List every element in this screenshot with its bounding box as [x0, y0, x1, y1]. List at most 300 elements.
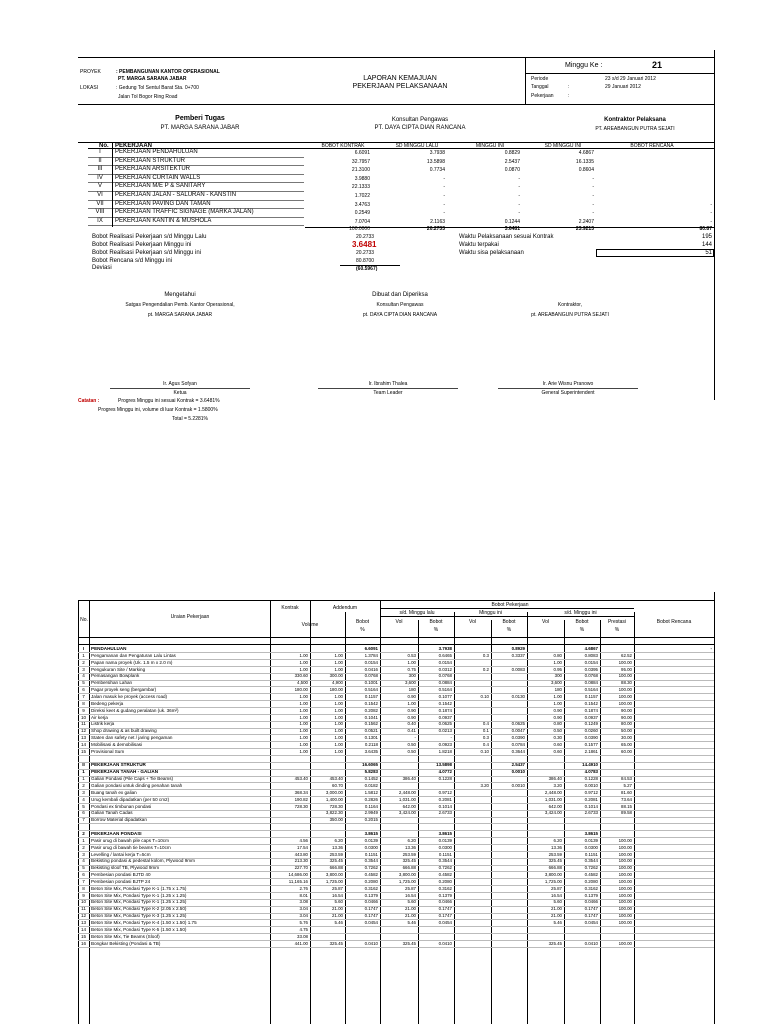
- detail-cell-sv: 3,800.00: [544, 872, 562, 878]
- detail-cell-kv: 453.40: [294, 776, 308, 782]
- detail-cell-ab: 1.3784: [364, 652, 378, 658]
- detail-cell-sb: 2.1861: [584, 748, 598, 754]
- detail-cell-sv: 5.60: [553, 899, 562, 905]
- detail-cell-sp: 100.00: [618, 844, 632, 850]
- detail-cell-sb: 0.2081: [584, 796, 598, 802]
- total-lalu: 20.2733: [426, 226, 445, 232]
- detail-cell-kv: 11,165.16: [288, 878, 308, 884]
- summary-cell-lalu: -: [443, 175, 445, 182]
- deviasi-label: Deviasi: [92, 265, 112, 271]
- detail-cell-iv: 0.2: [482, 666, 489, 672]
- detail-cell-iv: 0.10: [480, 693, 489, 699]
- detail-cell-av: 1,725.00: [325, 878, 343, 884]
- detail-cell-ab: 0.1747: [364, 906, 378, 912]
- detail-row-name: Levelling / lantai kerja T=5cm: [91, 851, 151, 857]
- detail-row-no: 11: [81, 906, 86, 912]
- detail-cell-av: 1.00: [334, 707, 343, 713]
- detail-row-name: Beton Site Mix, Pondasi Type K-1 (1.75 x 1.75): [91, 885, 187, 891]
- detail-cell-sb: 0.0768: [584, 673, 598, 679]
- detail-row-no: 5: [82, 803, 85, 809]
- detail-cell-av: 5.46: [334, 920, 343, 925]
- detail-cell-sp: 100.00: [618, 865, 632, 871]
- detail-cell-lv: 642.00: [402, 803, 416, 809]
- detail-cell-sb: 4.0783: [584, 769, 598, 775]
- detail-cell-sv: 0.50: [553, 728, 562, 734]
- detail-cell-ab: 0.7262: [364, 865, 378, 871]
- kontraktor-title: Kontraktor Pelaksana: [604, 117, 666, 123]
- detail-cell-sp: 50.00: [621, 728, 632, 734]
- tanggal-value: 29 Januari 2012: [605, 84, 641, 90]
- detail-row-name: Listrik kerja: [91, 721, 115, 727]
- detail-h-pct-add: %: [360, 627, 365, 633]
- summary-cell-ini: 0.1244: [504, 218, 520, 225]
- kontraktor-sign-label: Kontraktor,: [557, 302, 583, 308]
- detail-cell-lb: 0.3162: [438, 885, 452, 891]
- detail-cell-sp: 100.00: [618, 837, 632, 843]
- detail-row-no: 3: [82, 851, 85, 857]
- detail-cell-lb: 0.1228: [438, 776, 452, 782]
- detail-cell-ab: 2.9949: [364, 810, 378, 816]
- detail-cell-av: 666.88: [329, 865, 343, 871]
- detail-cell-lb: 0.1747: [438, 906, 452, 912]
- detail-cell-sp: 100.00: [618, 687, 632, 693]
- detail-cell-lb: 0.4582: [438, 872, 452, 878]
- detail-cell-lb: 0.0884: [438, 680, 452, 686]
- detail-cell-sb: 3.8615: [584, 830, 598, 836]
- detail-cell-sp: 100.00: [618, 885, 632, 891]
- detail-h-vol-2: Vol: [469, 619, 476, 625]
- detail-cell-lv: 25.87: [405, 885, 416, 891]
- summary-cell-kontrak: 7.0704: [354, 218, 370, 225]
- summary-row-name: PEKERJAAN CURTAIN WALLS: [115, 174, 201, 181]
- detail-cell-ab: 0.0300: [364, 844, 378, 850]
- waktu-terpakai-value: 144: [701, 242, 712, 248]
- detail-cell-sv: 666.88: [548, 865, 562, 871]
- detail-row-no: 7: [82, 817, 85, 823]
- detail-cell-ab: 0.1041: [364, 714, 378, 720]
- lokasi-value: : Gedung Tol Sentul Barat Sta. 0+700: [116, 85, 199, 91]
- detail-cell-kv: 227.70: [294, 865, 308, 871]
- detail-cell-av: 1.00: [334, 714, 343, 720]
- detail-cell-sp: 100.00: [618, 858, 632, 864]
- detail-cell-ib: 0.0130: [511, 693, 525, 699]
- summary-cell-ini: 0.8829: [504, 150, 520, 156]
- detail-cell-sb: 0.1747: [584, 906, 598, 912]
- detail-cell-av: 60.70: [332, 783, 343, 788]
- detail-cell-sv: 325.45: [548, 858, 562, 864]
- detail-cell-lb: 0.0410: [438, 940, 452, 946]
- detail-cell-sp: 90.00: [621, 714, 632, 720]
- summary-row-name: PEKERJAAN PENDAHULUAN: [115, 149, 198, 155]
- detail-cell-av: 728.30: [329, 803, 343, 809]
- detail-cell-lv: -: [414, 735, 416, 741]
- detail-cell-sv: 21.00: [551, 913, 562, 919]
- detail-h-bobot-add: Bobot: [355, 619, 370, 625]
- detail-cell-av: 21.00: [332, 913, 343, 919]
- summary-row-no: V: [97, 183, 102, 190]
- detail-cell-kv: 1.00: [299, 728, 308, 734]
- detail-cell-lb: 0.1014: [438, 803, 452, 809]
- detail-cell-sb: 0.7262: [584, 865, 598, 871]
- detail-cell-lv: 1.00: [407, 700, 416, 706]
- detail-cell-sv: 3,600: [551, 680, 562, 686]
- detail-cell-ab: 0.1562: [364, 721, 378, 727]
- detail-cell-sp: 100.00: [618, 878, 632, 884]
- detail-cell-sv: 16.54: [551, 892, 562, 898]
- detail-cell-av: 1.00: [334, 700, 343, 706]
- detail-cell-kv: 2.76: [299, 885, 308, 891]
- detail-cell-lb: 0.1542: [438, 700, 452, 706]
- summary-col-rencana: BOBOT RENCANA: [630, 143, 674, 149]
- detail-row-name: Buang tanah ex galian: [91, 789, 137, 795]
- sign-name-3: Ir. Arie Wisnu Pranowo: [542, 381, 594, 387]
- detail-cell-ab: 0.1747: [364, 913, 378, 919]
- detail-cell-ab: 0.4582: [364, 872, 378, 878]
- summary-cell-ini: -: [518, 184, 520, 191]
- summary-row-name: PEKERJAAN ARSITEKTUR: [115, 166, 191, 173]
- detail-cell-iv: 0.10: [480, 748, 489, 754]
- detail-cell-sb: 0.0466: [584, 899, 598, 905]
- summary-row-name: PEKERJAAN PAVING DAN TAMAN: [115, 200, 211, 207]
- detail-row-no: 9: [82, 707, 85, 713]
- detail-cell-ab: 0.3544: [364, 858, 378, 864]
- detail-row-name: Borrow Material dipadatkan: [91, 817, 147, 823]
- detail-row-name: Jalan masuk ke proyek (access road): [91, 693, 168, 699]
- detail-cell-kv: 1.00: [299, 707, 308, 713]
- pekerjaan-sep: :: [568, 93, 570, 99]
- detail-row-name: Galian Pondasi (Pile Caps + Tie Beams): [91, 776, 174, 782]
- detail-h-volume: Volume: [301, 622, 319, 628]
- detail-row-name: Bongkar Bekisting (Pondasi & TB): [91, 940, 161, 946]
- detail-cell-sb: 0.1542: [584, 700, 598, 706]
- detail-cell-ib: 0.3337: [511, 652, 525, 658]
- detail-cell-sp: 100.00: [618, 940, 632, 946]
- detail-cell-lb: 2.6733: [438, 810, 452, 816]
- detail-cell-sp: 100.00: [618, 872, 632, 878]
- detail-cell-sp: 100.00: [618, 892, 632, 898]
- detail-cell-lv: 0.90: [407, 707, 416, 713]
- detail-cell-lb: 0.0466: [438, 899, 452, 905]
- detail-cell-sb: 0.1249: [584, 721, 598, 727]
- bobot-rencana-value: 80.8700: [356, 258, 375, 264]
- summary-cell-kontrak: 22.1333: [351, 184, 370, 191]
- detail-h-pct-2: %: [506, 627, 512, 633]
- detail-cell-kv: 3.04: [299, 913, 308, 919]
- detail-cell-ab: 1.5812: [364, 789, 378, 795]
- detail-cell-sv: 13.36: [551, 844, 562, 850]
- detail-row-no: 1: [82, 776, 85, 782]
- detail-row-no: 8: [82, 700, 85, 706]
- sign-role-2: Team Leader: [373, 390, 403, 396]
- summary-cell-sdini: -: [592, 210, 594, 217]
- detail-cell-kv: 5.76: [299, 920, 308, 925]
- detail-cell-av: 1.00: [334, 721, 343, 727]
- detail-cell-sp: 73.64: [621, 796, 632, 802]
- detail-cell-av: 1.00: [334, 735, 343, 741]
- detail-cell-ab: 3.8615: [364, 830, 378, 836]
- summary-cell-lalu: -: [443, 193, 445, 199]
- detail-cell-sp: 90.00: [621, 707, 632, 713]
- detail-cell-ab: 0.1157: [364, 693, 378, 699]
- detail-cell-av: 1.00: [334, 693, 343, 699]
- detail-cell-sb: 0.1228: [584, 776, 598, 782]
- detail-cell-ab: 0.1452: [364, 776, 378, 782]
- detail-cell-sp: 30.00: [621, 735, 632, 741]
- detail-cell-lv: 1,031.00: [398, 796, 416, 802]
- detail-cell-sb: 0.0395: [584, 666, 598, 672]
- diperiksa-company: pt. DAYA CIPTA DIAN RANCANA: [362, 312, 438, 318]
- detail-cell-av: 1.00: [334, 659, 343, 665]
- detail-row-name: PEKERJAAN STRUKTUR: [91, 762, 146, 768]
- detail-cell-iv: 3.20: [480, 783, 489, 788]
- detail-cell-lb: 0.1747: [438, 913, 452, 919]
- detail-cell-lv: 0.75: [407, 666, 416, 672]
- detail-h-bobot-pekerjaan: Bobot Pekerjaan: [491, 602, 529, 608]
- detail-cell-sb: 0.1157: [584, 693, 598, 699]
- detail-cell-sv: 300: [554, 673, 562, 679]
- detail-row-no: 7: [82, 693, 85, 699]
- catatan-line-3: Total = 5.2281%: [172, 416, 208, 422]
- detail-h-vol-1: Vol: [395, 619, 403, 625]
- detail-cell-ab: 0.2826: [364, 796, 378, 802]
- detail-row-name: Pembesian pondasi BJTP 24: [91, 878, 151, 884]
- detail-row-no: 5: [82, 865, 85, 871]
- bobot-sdini-label: Bobot Realisasi Pekerjaan s/d Minggu ini: [92, 250, 202, 256]
- detail-cell-av: 5.60: [334, 899, 343, 905]
- summary-cell-lalu: 2.1163: [430, 218, 445, 225]
- detail-cell-lb: 1.8218: [438, 748, 452, 754]
- detail-cell-lv: 0.50: [407, 748, 416, 754]
- detail-cell-sb: 0.0260: [584, 728, 598, 734]
- detail-cell-av: 325.45: [329, 940, 343, 946]
- detail-cell-sv: 2,448.00: [544, 789, 562, 795]
- summary-cell-lalu: -: [443, 201, 445, 208]
- kontraktor-name: PT. AREABANGUN PUTRA SEJATI: [595, 126, 675, 132]
- detail-cell-lb: 0.1077: [438, 693, 452, 699]
- summary-cell-lalu: 3.7938: [429, 150, 445, 156]
- summary-cell-ini: -: [518, 201, 520, 208]
- detail-cell-kv: 1.00: [299, 748, 308, 754]
- detail-cell-lv: 253.59: [402, 851, 416, 857]
- detail-cell-ab: 0.0466: [364, 899, 378, 905]
- detail-cell-sp: 62.52: [621, 652, 632, 658]
- summary-cell-ini: 0.0870: [504, 167, 520, 174]
- detail-cell-sv: 25.87: [551, 885, 562, 891]
- detail-cell-av: 1,400.00: [325, 796, 343, 802]
- total-sdini: 23.9213: [575, 226, 594, 232]
- detail-row-name: Pasir urug di bawah pile caps T=10cm: [91, 837, 169, 843]
- detail-cell-kv: 4,500: [297, 680, 308, 686]
- detail-cell-sv: 5.46: [553, 920, 562, 925]
- detail-h-bobot-1: Bobot: [429, 619, 443, 625]
- detail-row-name: Beton Site Mix, Pondasi Type K-1 (1.25 x 1.25): [91, 899, 187, 905]
- detail-row-no: 16: [80, 940, 87, 946]
- detail-cell-lv: 0.53: [407, 652, 416, 658]
- detail-cell-sv: 0.80: [553, 652, 562, 658]
- detail-row-name: Pagar proyek seng (bergambar): [91, 687, 157, 693]
- summary-cell-kontrak: 6.6091: [354, 150, 370, 156]
- detail-h-bobot-3: Bobot: [575, 619, 589, 625]
- detail-cell-kv: 3.04: [299, 906, 308, 912]
- summary-row-name: PEKERJAAN TRAFFIC SIGNAGE (MARKA JALAN): [115, 209, 254, 216]
- detail-cell-sv: 1.00: [553, 700, 562, 706]
- summary-col-ini: MINGGU INI: [475, 143, 505, 149]
- summary-cell-kontrak: 0.2549: [354, 210, 370, 217]
- detail-cell-sp: 100.00: [618, 906, 632, 912]
- detail-row-no: 4: [82, 673, 85, 679]
- total-rencana: 80.87: [699, 226, 712, 232]
- detail-row-name: Air kerja: [91, 714, 108, 720]
- detail-cell-ab: 0.0139: [364, 837, 378, 843]
- detail-cell-iv: 0.3: [482, 652, 489, 658]
- detail-cell-av: 16.54: [332, 892, 343, 898]
- sign-role-3: General Superintendent: [541, 390, 595, 396]
- detail-cell-sb: 0.1577: [584, 741, 598, 747]
- detail-row-no: 3: [82, 666, 85, 672]
- detail-cell-sp: 100.00: [618, 700, 632, 706]
- detail-cell-sb: 0.0300: [584, 844, 598, 850]
- detail-cell-av: 1.00: [334, 728, 343, 734]
- detail-row-no: 12: [80, 728, 87, 734]
- tanggal-sep: :: [568, 84, 570, 90]
- detail-cell-iv: 0.4: [482, 721, 489, 727]
- konsultan-title: Konsultan Pengawas: [391, 117, 449, 123]
- detail-cell-lv: 6.20: [407, 837, 416, 843]
- detail-cell-kv: 728.30: [294, 803, 308, 809]
- detail-row-name: Pengamanan dan Pengaturan Lalu Lintas: [91, 652, 176, 658]
- detail-cell-lv: 16.54: [405, 892, 416, 898]
- detail-cell-ab: 0.2080: [364, 878, 378, 884]
- detail-cell-sv: 386.40: [548, 776, 562, 782]
- detail-cell-lv: 325.45: [402, 858, 416, 864]
- detail-cell-sp: 60.00: [621, 748, 632, 754]
- detail-cell-sp: 80.00: [621, 721, 632, 727]
- summary-cell-sdini: -: [592, 184, 594, 191]
- detail-cell-lv: 0.41: [407, 728, 416, 734]
- detail-row-no: 10: [80, 714, 87, 720]
- summary-cell-sdini: 4.6867: [578, 150, 594, 156]
- detail-cell-lb: 0.3544: [438, 858, 452, 864]
- detail-cell-ab: 0.1542: [364, 700, 378, 706]
- detail-h-prestasi: Prestasi: [607, 619, 627, 625]
- total-ini: 3.6481: [504, 226, 520, 232]
- summary-row-no: VIII: [95, 209, 105, 216]
- detail-cell-sb: 0.0139: [584, 837, 598, 843]
- detail-cell-lb: 0.0937: [438, 714, 452, 720]
- summary-col-pekerjaan: PEKERJAAN: [115, 143, 153, 149]
- detail-cell-sb: 2.6733: [584, 810, 598, 816]
- detail-cell-kv: 441.00: [294, 940, 308, 946]
- detail-cell-sp: 65.00: [621, 741, 632, 747]
- detail-cell-sp: 84.53: [621, 776, 632, 782]
- detail-cell-kv: 1.00: [299, 714, 308, 720]
- detail-cell-lb: 0.0625: [438, 721, 452, 727]
- detail-row-name: Beton Site Mix, Pondasi Type K-1 (1.25 x 1.25): [91, 892, 187, 898]
- detail-row-name: PENDAHULUAN: [91, 646, 127, 651]
- detail-cell-sb: 0.0154: [584, 659, 598, 665]
- detail-row-no: 14: [80, 741, 87, 747]
- waktu-kontrak-label: Waktu Pelaksanaan sesuai Kontrak: [459, 234, 554, 240]
- pemberi-tugas-name: PT. MARGA SARANA JABAR: [160, 125, 240, 131]
- detail-row-no: II: [82, 762, 85, 768]
- waktu-sisa-value: 51: [705, 250, 712, 256]
- sign-name-2: Ir. Ibrahim Thalea: [368, 381, 408, 387]
- detail-cell-ab: 0.5164: [364, 687, 378, 693]
- minggu-ke-value: 21: [652, 60, 663, 70]
- detail-cell-av: 350.00: [329, 817, 343, 823]
- detail-cell-lv: 3,800.00: [398, 872, 416, 878]
- detail-h-vol-3: Vol: [542, 619, 549, 625]
- detail-cell-kv: 1.00: [299, 721, 308, 727]
- detail-cell-ab: 0.1379: [364, 892, 378, 898]
- detail-cell-sb: 0.1874: [584, 707, 598, 713]
- detail-row-name: Mobilisasi & demobilisasi: [91, 741, 143, 747]
- detail-cell-ib: 0.0390: [511, 735, 525, 741]
- detail-cell-kv: 330.60: [294, 673, 308, 679]
- detail-cell-kv: 1.00: [299, 666, 308, 672]
- detail-cell-sb: 0.0390: [584, 735, 598, 741]
- detail-cell-lb: 0.5164: [438, 687, 452, 693]
- detail-cell-av: 4,900: [332, 680, 343, 686]
- summary-col-sdini: SD MINGGU INI: [544, 143, 582, 149]
- detail-cell-ib: 0.0083: [511, 666, 525, 672]
- periode-label: Periode: [531, 76, 549, 82]
- detail-row-no: 3: [82, 789, 85, 795]
- detail-row-name: Pembesian pondasi BJTD 40: [91, 872, 151, 878]
- detail-cell-lb: 0.0923: [438, 741, 452, 747]
- mengetahui-label: Mengetahui: [164, 292, 196, 298]
- detail-cell-av: 253.59: [329, 851, 343, 857]
- detail-row-no: 14: [80, 926, 87, 932]
- detail-cell-sv: 0.90: [553, 714, 562, 720]
- detail-cell-sp: 100.00: [618, 693, 632, 699]
- detail-cell-lv: 386.40: [402, 776, 416, 782]
- bobot-sdini-value: 20.2733: [356, 250, 375, 256]
- detail-cell-sp: 5.27: [623, 783, 632, 788]
- mengetahui-company: pt. MARGA SARANA JABAR: [147, 312, 213, 318]
- detail-cell-lv: 300: [408, 673, 416, 679]
- detail-cell-lv: 5.46: [407, 920, 416, 925]
- detail-row-no: 13: [80, 920, 87, 925]
- detail-cell-lv: 0.50: [407, 741, 416, 747]
- detail-cell-kv: 1.00: [299, 652, 308, 658]
- detail-cell-lv: 180: [408, 687, 416, 693]
- summary-cell-ini: 2.5437: [504, 158, 520, 165]
- bobot-rencana-label: Bobot Rencana s/d Minggu ini: [92, 258, 173, 264]
- detail-cell-sp: 88.15: [621, 803, 632, 809]
- detail-cell-av: 3,000.00: [325, 789, 343, 795]
- detail-h-pct-1: %: [433, 627, 439, 633]
- detail-row-no: 4: [82, 858, 85, 864]
- detail-h-bobot-rencana: Bobot Rencana: [656, 619, 692, 625]
- detail-row-no: 1: [82, 837, 85, 843]
- detail-cell-sv: 0.60: [553, 748, 562, 754]
- detail-cell-sb: 0.9712: [584, 789, 598, 795]
- summary-col-kontrak: BOBOT KONTRAK: [321, 143, 365, 149]
- bobot-ini-label: Bobot Realisasi Pekerjaan Minggu ini: [92, 242, 192, 248]
- detail-cell-kv: 1.00: [299, 659, 308, 665]
- detail-cell-sv: 3.20: [553, 783, 562, 788]
- detail-row-name: Bekisting sloof TB, Plywood 9mm: [91, 865, 160, 871]
- detail-cell-sv: 0.95: [553, 666, 562, 672]
- detail-cell-sv: 642.00: [548, 803, 562, 809]
- detail-cell-kv: 14,686.00: [288, 872, 308, 878]
- summary-row-no: IX: [97, 217, 103, 224]
- detail-cell-ab: 0.0768: [364, 673, 378, 679]
- detail-cell-sp: 100.00: [618, 913, 632, 919]
- detail-cell-kv: 190.82: [294, 796, 308, 802]
- detail-row-no: 4: [82, 796, 85, 802]
